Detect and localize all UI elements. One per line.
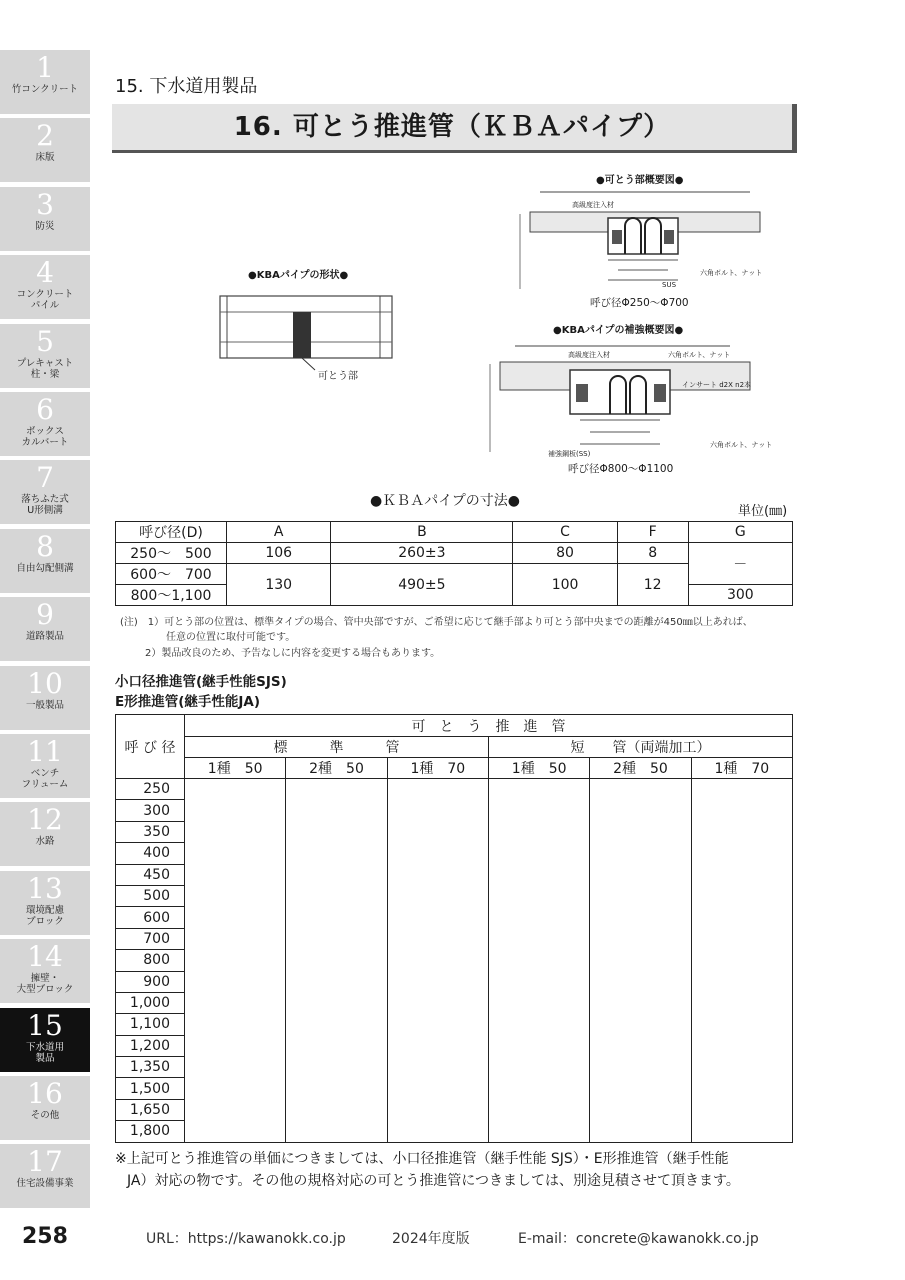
price-cell [691, 864, 792, 885]
table-row [116, 779, 793, 800]
sidebar-tab-10[interactable] [0, 666, 90, 730]
header-cell: F [617, 522, 688, 543]
table-row [116, 992, 793, 1013]
sidebar-tab-11[interactable] [0, 734, 90, 798]
row-header: 呼 び 径 [116, 715, 185, 779]
page-title-bar [112, 104, 797, 153]
size-cell: 800～1,100 [116, 585, 227, 606]
dimension-table-title: ●ＫＢＡパイプの寸法● [370, 493, 521, 509]
size-cell: 1,200 [116, 1035, 185, 1056]
price-cell [286, 779, 387, 800]
tab-number: 6 [36, 393, 54, 426]
price-cell [488, 950, 589, 971]
price-cell [488, 992, 589, 1013]
price-cell [286, 800, 387, 821]
tab-number: 2 [36, 119, 54, 153]
value-cell: － [688, 543, 792, 585]
price-cell [286, 1035, 387, 1056]
subheading: 小口径推進管(継手性能SJS) [115, 674, 287, 690]
tab-number: 15 [27, 1008, 63, 1042]
table-row [116, 821, 793, 842]
standard-header: 標 準 管 [185, 737, 489, 758]
tab-label: コンクリート パイル [16, 289, 74, 312]
price-table [115, 714, 793, 1143]
size-cell: 1,000 [116, 992, 185, 1013]
sidebar-tab-4[interactable] [0, 255, 90, 319]
tab-number: 5 [36, 324, 54, 358]
price-cell [488, 821, 589, 842]
tab-label: 竹コンクリート [11, 84, 79, 95]
value-cell: 100 [513, 564, 617, 606]
price-cell [488, 1014, 589, 1035]
tab-number: 3 [36, 187, 54, 221]
table-row [116, 907, 793, 928]
price-cell [691, 779, 792, 800]
price-cell [488, 779, 589, 800]
price-cell [185, 779, 286, 800]
size-cell: 800 [116, 950, 185, 971]
value-cell: 106 [227, 543, 331, 564]
price-cell [691, 1078, 792, 1099]
size-cell: 600～ 700 [116, 564, 227, 585]
table-row [116, 928, 793, 949]
price-cell [488, 907, 589, 928]
price-cell [488, 885, 589, 906]
flex-part-label: 可とう部 [318, 371, 358, 382]
table-row [116, 1121, 793, 1142]
price-cell [488, 1121, 589, 1142]
note-line: 2）製品改良のため、予告なしに内容を変更する場合もあります。 [145, 648, 441, 659]
group-header: 可 と う 推 進 管 [185, 715, 793, 737]
tab-number: 4 [36, 256, 54, 290]
price-cell [387, 907, 488, 928]
table-row [116, 885, 793, 906]
price-cell [286, 1121, 387, 1142]
price-cell [488, 800, 589, 821]
value-cell: 490±5 [331, 564, 513, 606]
subheading: E形推進管(継手性能JA) [115, 694, 261, 710]
price-cell [286, 950, 387, 971]
price-cell [387, 1035, 488, 1056]
price-cell [185, 800, 286, 821]
tab-label: 住宅設備事業 [16, 1178, 74, 1190]
size-cell: 250～ 500 [116, 543, 227, 564]
price-cell [590, 800, 691, 821]
price-cell [590, 821, 691, 842]
sidebar-tab-7[interactable] [0, 460, 90, 524]
sidebar-tab-15[interactable] [0, 1008, 90, 1072]
size-cell: 350 [116, 821, 185, 842]
price-cell [590, 1014, 691, 1035]
price-cell [387, 779, 488, 800]
price-cell [185, 1099, 286, 1120]
price-cell [286, 864, 387, 885]
table-row [116, 971, 793, 992]
reinforce-steel-label: 補強鋼板(SS) [548, 450, 591, 458]
price-cell [590, 843, 691, 864]
column-header: 1種 70 [691, 758, 792, 779]
value-cell: 260±3 [331, 543, 513, 564]
tab-label: ベンチ フリューム [21, 768, 69, 790]
size-cell: 600 [116, 907, 185, 928]
tab-number: 7 [36, 461, 54, 495]
header-cell: G [688, 522, 792, 543]
table-row [116, 800, 793, 821]
price-cell [185, 928, 286, 949]
column-header: 2種 50 [286, 758, 387, 779]
price-cell [185, 864, 286, 885]
sidebar-tab-9[interactable] [0, 597, 90, 661]
tab-label: 下水道用 製品 [25, 1041, 64, 1064]
tab-label: プレキャスト 柱・梁 [16, 357, 74, 380]
price-cell [185, 885, 286, 906]
tab-number: 16 [27, 1077, 63, 1110]
value-cell: 8 [617, 543, 688, 564]
column-header: 1種 50 [488, 758, 589, 779]
price-cell [185, 907, 286, 928]
tab-label: ボックス カルバート [21, 426, 69, 448]
price-cell [286, 992, 387, 1013]
price-cell [185, 1057, 286, 1078]
tab-number: 9 [36, 598, 54, 632]
table-row [116, 864, 793, 885]
kba-pipe-shape-drawing [215, 290, 395, 380]
price-cell [590, 1099, 691, 1120]
price-cell [590, 779, 691, 800]
price-cell [387, 992, 488, 1013]
footer-edition: 2024年度版 [392, 1231, 470, 1247]
reinforce-insert-label: インサート d2X n2本 [682, 381, 752, 389]
price-cell [387, 1099, 488, 1120]
footer-email: E-mail：concrete@kawanokk.co.jp [518, 1231, 759, 1247]
price-cell [286, 971, 387, 992]
price-cell [286, 885, 387, 906]
tab-number: 8 [36, 529, 54, 563]
header-cell: C [513, 522, 617, 543]
price-cell [387, 800, 488, 821]
sidebar-tab-17[interactable] [0, 1144, 90, 1208]
tab-label: 防災 [35, 220, 55, 232]
price-cell [590, 1078, 691, 1099]
price-cell [691, 907, 792, 928]
price-cell [691, 1035, 792, 1056]
table-row [116, 1035, 793, 1056]
price-cell [387, 1014, 488, 1035]
size-cell: 1,350 [116, 1057, 185, 1078]
tab-number: 13 [27, 871, 63, 905]
dimension-table [115, 521, 793, 606]
outline-seal-label: 高級度注入材 [572, 201, 614, 209]
price-cell [488, 1057, 589, 1078]
price-cell [691, 821, 792, 842]
price-cell [691, 971, 792, 992]
price-cell [691, 928, 792, 949]
price-cell [691, 992, 792, 1013]
price-cell [691, 885, 792, 906]
price-cell [590, 907, 691, 928]
reinforce-caption: 呼び径Φ800～Φ1100 [568, 463, 674, 475]
sidebar-tab-2[interactable] [0, 118, 90, 182]
price-cell [286, 1057, 387, 1078]
price-cell [691, 1014, 792, 1035]
size-cell: 1,800 [116, 1121, 185, 1142]
price-cell [590, 1121, 691, 1142]
tab-number: 14 [27, 940, 63, 974]
tab-label: その他 [30, 1110, 60, 1121]
price-cell [286, 928, 387, 949]
price-cell [387, 1078, 488, 1099]
footnote [115, 1148, 740, 1192]
outline-figure-title: ●可とう部概要図● [596, 175, 684, 186]
tab-label: 落ちふた式 U形側溝 [21, 494, 69, 517]
table-header-row [116, 522, 793, 543]
sidebar-tab-16[interactable] [0, 1076, 90, 1140]
price-cell [387, 1121, 488, 1142]
price-cell [387, 885, 488, 906]
table-row [116, 1057, 793, 1078]
price-cell [387, 821, 488, 842]
price-cell [691, 1099, 792, 1120]
value-cell: 80 [513, 543, 617, 564]
tab-number: 17 [27, 1145, 63, 1179]
header-cell: B [331, 522, 513, 543]
table-row [116, 1099, 793, 1120]
price-cell [590, 885, 691, 906]
size-cell: 250 [116, 779, 185, 800]
tab-number: 12 [27, 803, 63, 837]
price-cell [185, 992, 286, 1013]
reinforce-figure-title: ●KBAパイプの補強概要図● [553, 325, 684, 336]
price-cell [691, 950, 792, 971]
header-cell: A [227, 522, 331, 543]
price-cell [590, 864, 691, 885]
sidebar-tab-14[interactable] [0, 939, 90, 1003]
size-cell: 300 [116, 800, 185, 821]
price-cell [691, 800, 792, 821]
column-header: 1種 70 [387, 758, 488, 779]
sidebar-tab-13[interactable] [0, 871, 90, 935]
tab-label: 環境配慮 ブロック [25, 904, 64, 927]
outline-sus-label: SUS [662, 281, 677, 289]
value-cell: 130 [227, 564, 331, 606]
tab-number: 11 [27, 735, 63, 768]
tab-label: 一般製品 [25, 699, 64, 711]
table-row [116, 543, 793, 564]
flex-part-outline-drawing [500, 184, 770, 296]
price-cell [185, 1014, 286, 1035]
column-header: 1種 50 [185, 758, 286, 779]
tab-label: 自由勾配側溝 [16, 562, 74, 574]
short-header: 短 管（両端加工） [488, 737, 792, 758]
price-cell [185, 950, 286, 971]
price-cell [590, 992, 691, 1013]
page-title: 16. 可とう推進管（ＫＢＡパイプ） [233, 112, 671, 142]
table-row [116, 843, 793, 864]
column-header: 2種 50 [590, 758, 691, 779]
price-cell [286, 821, 387, 842]
size-cell: 1,650 [116, 1099, 185, 1120]
price-cell [185, 843, 286, 864]
tab-label: 床版 [35, 152, 55, 164]
reinforce-bolt-label: 六角ボルト、ナット [710, 441, 773, 449]
sidebar-tab-1[interactable] [0, 50, 90, 114]
sidebar-tab-3[interactable] [0, 187, 90, 251]
note-line: (注) 1）可とう部の位置は、標準タイプの場合、管中央部ですが、ご希望に応じて継手部より可とう部中央までの距離が450㎜以上あれば、 [120, 617, 753, 628]
header-cell: 呼び径(D) [116, 522, 227, 543]
table-row [116, 1014, 793, 1035]
note-line: 任意の位置に取付可能です。 [166, 632, 296, 643]
price-cell [488, 971, 589, 992]
price-cell [488, 843, 589, 864]
price-cell [488, 1035, 589, 1056]
tab-label: 水路 [35, 836, 55, 848]
price-cell [590, 928, 691, 949]
price-cell [185, 1078, 286, 1099]
price-cell [185, 971, 286, 992]
size-cell: 1,500 [116, 1078, 185, 1099]
shape-figure-title: ●KBAパイプの形状● [248, 270, 349, 281]
value-cell: 12 [617, 564, 688, 606]
price-cell [185, 1035, 286, 1056]
price-cell [488, 1078, 589, 1099]
price-cell [286, 907, 387, 928]
outline-bolt-label: 六角ボルト、ナット [700, 269, 763, 277]
price-cell [488, 864, 589, 885]
price-cell [286, 1014, 387, 1035]
price-cell [387, 928, 488, 949]
sidebar-tab-6[interactable] [0, 392, 90, 456]
tab-label: 道路製品 [25, 631, 64, 643]
sidebar-tab-5[interactable] [0, 324, 90, 388]
footer-url: URL：https://kawanokk.co.jp [146, 1231, 346, 1247]
section-heading: 15. 下水道用製品 [115, 76, 258, 97]
tab-label: 擁壁・ 大型ブロック [16, 973, 74, 996]
price-cell [691, 1121, 792, 1142]
price-cell [387, 864, 488, 885]
tab-number: 10 [27, 666, 63, 700]
price-cell [387, 950, 488, 971]
sidebar-tab-8[interactable] [0, 529, 90, 593]
price-cell [590, 950, 691, 971]
price-cell [185, 1121, 286, 1142]
page-number: 258 [22, 1224, 68, 1249]
price-cell [387, 971, 488, 992]
footnote-line: ※上記可とう推進管の単価につきましては、小口径推進管（継手性能 SJS）・E形推進管（継手性能 [115, 1151, 729, 1167]
value-cell: 300 [688, 585, 792, 606]
price-cell [185, 821, 286, 842]
price-cell [488, 1099, 589, 1120]
table-row [116, 1078, 793, 1099]
size-cell: 700 [116, 928, 185, 949]
price-cell [488, 928, 589, 949]
outline-caption: 呼び径Φ250～Φ700 [590, 297, 689, 309]
price-cell [387, 843, 488, 864]
footnote-line: JA）対応の物です。その他の規格対応の可とう推進管につきましては、別途見積させて頂きます。 [127, 1173, 740, 1189]
size-cell: 1,100 [116, 1014, 185, 1035]
table-row [116, 950, 793, 971]
price-cell [691, 843, 792, 864]
price-cell [286, 1099, 387, 1120]
size-cell: 900 [116, 971, 185, 992]
price-cell [286, 1078, 387, 1099]
size-cell: 450 [116, 864, 185, 885]
reinforce-bolt-label-top: 六角ボルト、ナット [668, 351, 731, 359]
unit-label: 単位(㎜) [738, 504, 788, 519]
price-cell [590, 971, 691, 992]
sidebar-tab-12[interactable] [0, 802, 90, 866]
tab-number: 1 [36, 51, 54, 84]
price-cell [387, 1057, 488, 1078]
size-cell: 400 [116, 843, 185, 864]
size-cell: 500 [116, 885, 185, 906]
reinforce-seal-label: 高級度注入材 [568, 351, 610, 359]
price-cell [691, 1057, 792, 1078]
price-cell [590, 1035, 691, 1056]
price-cell [286, 843, 387, 864]
price-cell [590, 1057, 691, 1078]
